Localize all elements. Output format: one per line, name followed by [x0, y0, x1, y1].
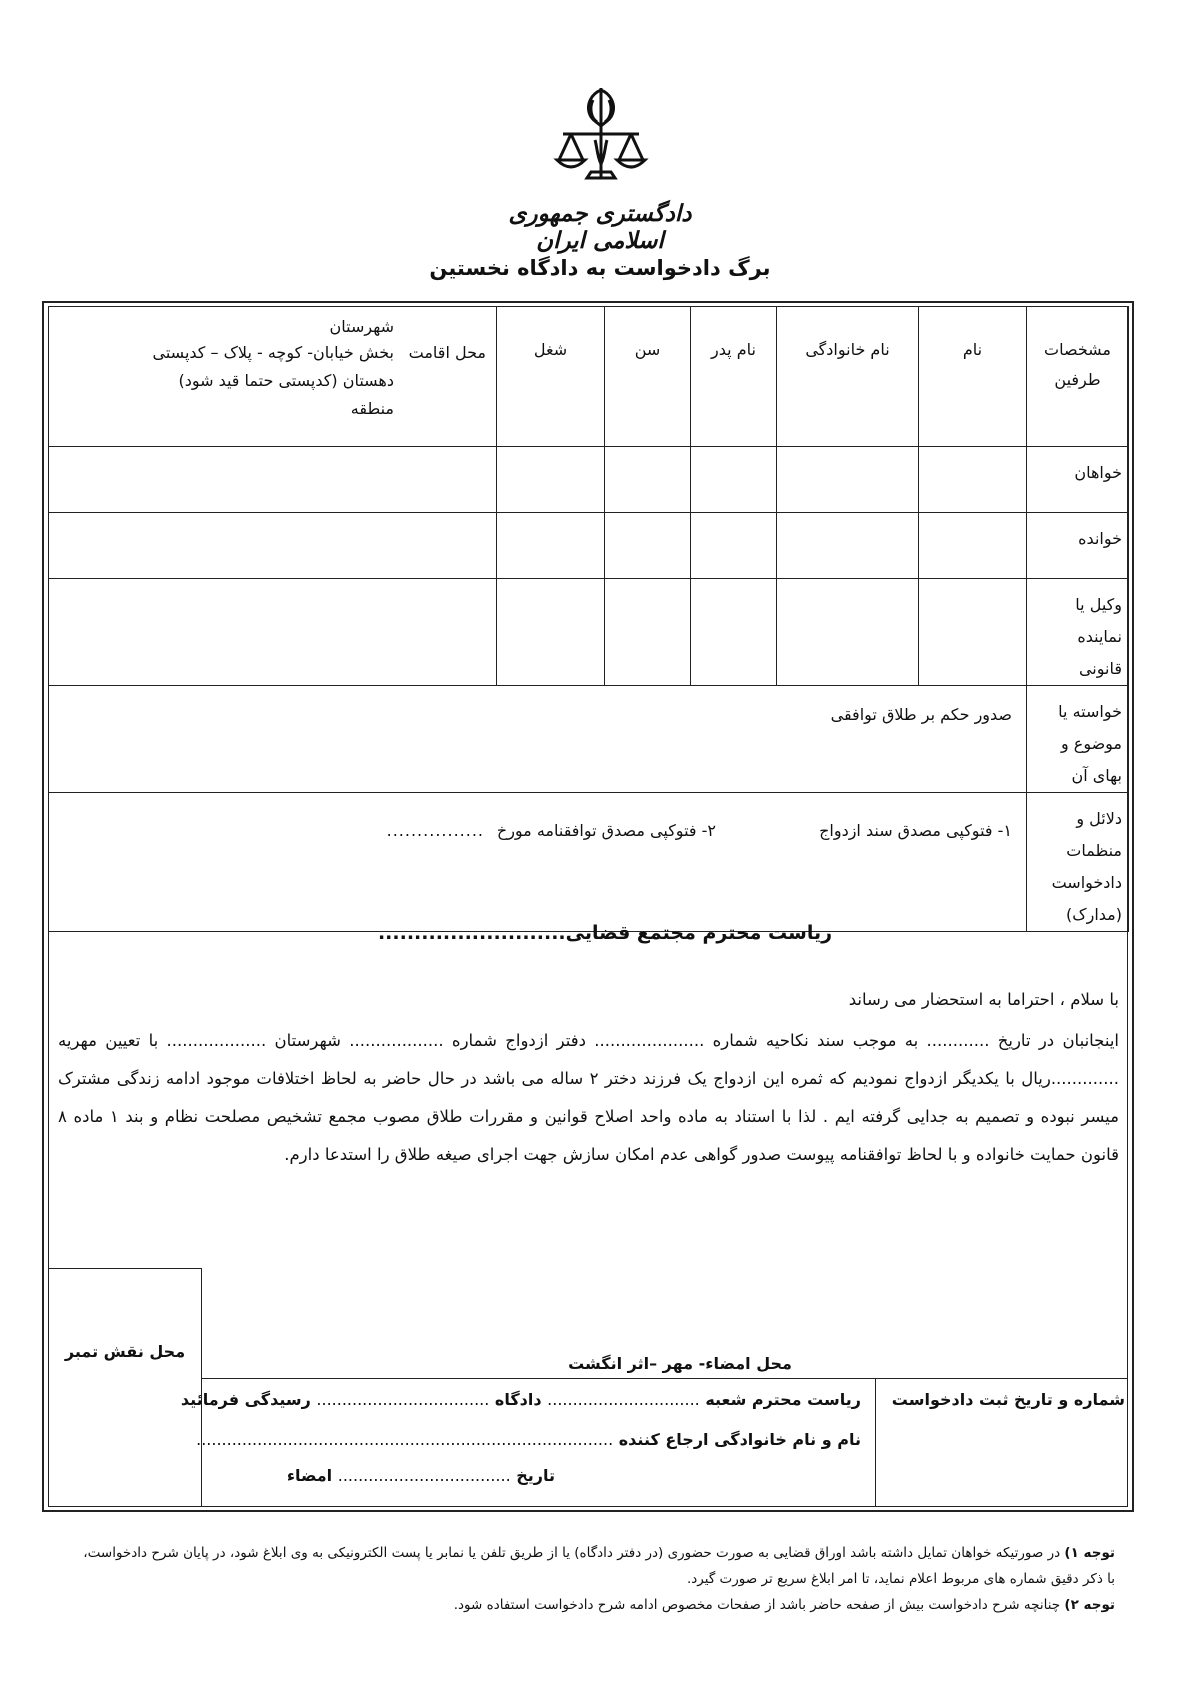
- plaintiff-father-name-field[interactable]: [691, 447, 777, 513]
- page-title: برگ دادخواست به دادگاه نخستین: [429, 256, 771, 280]
- header-age: سن: [605, 307, 691, 447]
- header-address-city: شهرستان: [329, 317, 394, 336]
- table-header-row: [49, 307, 1129, 447]
- defendant-occupation-field[interactable]: [497, 513, 605, 579]
- row-label-attorney: وکیل یا نماینده قانونی: [1027, 579, 1129, 686]
- attorney-first-name-field[interactable]: [919, 579, 1027, 686]
- attorney-last-name-field[interactable]: [777, 579, 919, 686]
- row-label-plaintiff: خواهان: [1027, 447, 1129, 513]
- defendant-father-name-field[interactable]: [691, 513, 777, 579]
- header-father-name: نام پدر: [691, 307, 777, 447]
- letter-title: ریاست محترم مجتمع قضایی..........................: [377, 922, 833, 944]
- evidence-date-blank: ................: [386, 821, 484, 840]
- attorney-age-field[interactable]: [605, 579, 691, 686]
- letter-greeting: با سلام ، احتراما به استحضار می رساند: [848, 990, 1119, 1009]
- defendant-first-name-field[interactable]: [919, 513, 1027, 579]
- registration-label: شماره و تاریخ ثبت دادخواست: [891, 1390, 1125, 1409]
- plaintiff-residence-field[interactable]: [49, 447, 497, 513]
- header-parties: مشخصات طرفین: [1027, 307, 1129, 447]
- registration-divider: [875, 1378, 876, 1507]
- defendant-residence-field[interactable]: [49, 513, 497, 579]
- letter-title-dots: ..........................: [377, 922, 566, 944]
- header-address-line: بخش خیابان- کوچه - پلاک – کدپستی: [152, 343, 394, 362]
- iran-judiciary-emblem-icon: [551, 82, 651, 192]
- row-label-request: خواسته یا موضوع و بهای آن: [1027, 686, 1129, 793]
- header-occupation: شغل: [497, 307, 605, 447]
- referral-line-referrer: نام و نام خانوادگی ارجاع کننده ..................................................................................: [196, 1430, 861, 1449]
- defendant-age-field[interactable]: [605, 513, 691, 579]
- evidence-list[interactable]: [49, 793, 1027, 932]
- row-label-evidence: دلائل و منظمات دادخواست (مدارک): [1027, 793, 1129, 932]
- request-row: [49, 686, 1129, 793]
- referral-date-field[interactable]: ..................................: [337, 1466, 511, 1485]
- judiciary-logo-text: دادگستری جمهوری اسلامی ایران: [508, 200, 692, 254]
- request-value[interactable]: صدور حکم بر طلاق توافقی: [49, 686, 1027, 793]
- header-first-name: نام: [919, 307, 1027, 447]
- header-last-name: نام خانوادگی: [777, 307, 919, 447]
- parties-table: [48, 306, 1129, 932]
- referral-line-branch: ریاست محترم شعبه .............................. دادگاه .................................. رسیدگی فرمائید: [180, 1390, 861, 1409]
- plaintiff-first-name-field[interactable]: [919, 447, 1027, 513]
- court-name-field[interactable]: ..................................: [316, 1390, 490, 1409]
- evidence-row: [49, 793, 1129, 932]
- table-row: [49, 447, 1129, 513]
- attorney-occupation-field[interactable]: [497, 579, 605, 686]
- letter-body[interactable]: اینجانبان در تاریخ ............ به موجب سند نکاحیه شماره ..................... دفتر ازدواج شماره .................. شهرستان ................... با تعیین مهریه .............ریال با یکدیگر ازدواج نمودیم که ثمره این ازدواج یک فرزند دختر ۲ ساله می باشد در حال حاضر به لحاظ اختلافات موجود ادامه زندگی مشترک میسر نبوده و تصمیم به جدایی گرفته ایم . لذا با استناد به ماده واحد اصلاح قوانین و مقررات طلاق مصوب مجمع تشخیص مصلحت نظام و بند ۱ ماده ۸ قانون حمایت خانواده و با لحاظ توافقنامه پیوست صدور گواهی عدم امکان سازش جهت اجرای صیغه طلاق را استدعا دارم.: [58, 1031, 1119, 1164]
- stamp-label: محل نقش تمبر: [64, 1342, 186, 1361]
- plaintiff-age-field[interactable]: [605, 447, 691, 513]
- table-row: [49, 513, 1129, 579]
- header-address-village: دهستان (کدپستی حتما قید شود): [178, 371, 394, 390]
- row-label-defendant: خوانده: [1027, 513, 1129, 579]
- signature-area-label: محل امضاء- مهر –اثر انگشت: [568, 1354, 792, 1373]
- referral-line-date: تاریخ .................................. امضاء: [286, 1466, 555, 1485]
- note-2: توجه ۲) چنانچه شرح دادخواست بیش از صفحه حاضر باشد از صفحات مخصوص ادامه شرح دادخواست استفاده شود.: [453, 1597, 1115, 1613]
- notes: [80, 1540, 1115, 1618]
- defendant-last-name-field[interactable]: [777, 513, 919, 579]
- attorney-father-name-field[interactable]: [691, 579, 777, 686]
- header-residence-label: محل اقامت: [408, 343, 486, 362]
- referrer-name-field[interactable]: ..................................................................................: [196, 1430, 614, 1449]
- table-row: [49, 579, 1129, 686]
- stamp-area: [48, 1268, 202, 1507]
- branch-number-field[interactable]: ..............................: [547, 1390, 700, 1409]
- evidence-item-1: ۱- فتوکپی مصدق سند ازدواج: [819, 821, 1012, 840]
- note-1: توجه ۱) در صورتیکه خواهان تمایل داشته باشد اوراق قضایی به صورت حضوری (در دفتر دادگاه) یا از طریق تلفن یا نمابر یا پست الکترونیکی به وی ابلاغ شود، در پایان شرح دادخواست، با ذکر دقیق شماره های مربوط اعلام نماید، تا امر ابلاغ سریع تر صورت گیرد.: [83, 1545, 1115, 1587]
- plaintiff-last-name-field[interactable]: [777, 447, 919, 513]
- evidence-item-2: ۲- فتوکپی مصدق توافقنامه مورخ: [496, 821, 716, 840]
- attorney-residence-field[interactable]: [49, 579, 497, 686]
- header-address-region: منطقه: [350, 399, 394, 418]
- plaintiff-occupation-field[interactable]: [497, 447, 605, 513]
- header-residence: [49, 307, 497, 447]
